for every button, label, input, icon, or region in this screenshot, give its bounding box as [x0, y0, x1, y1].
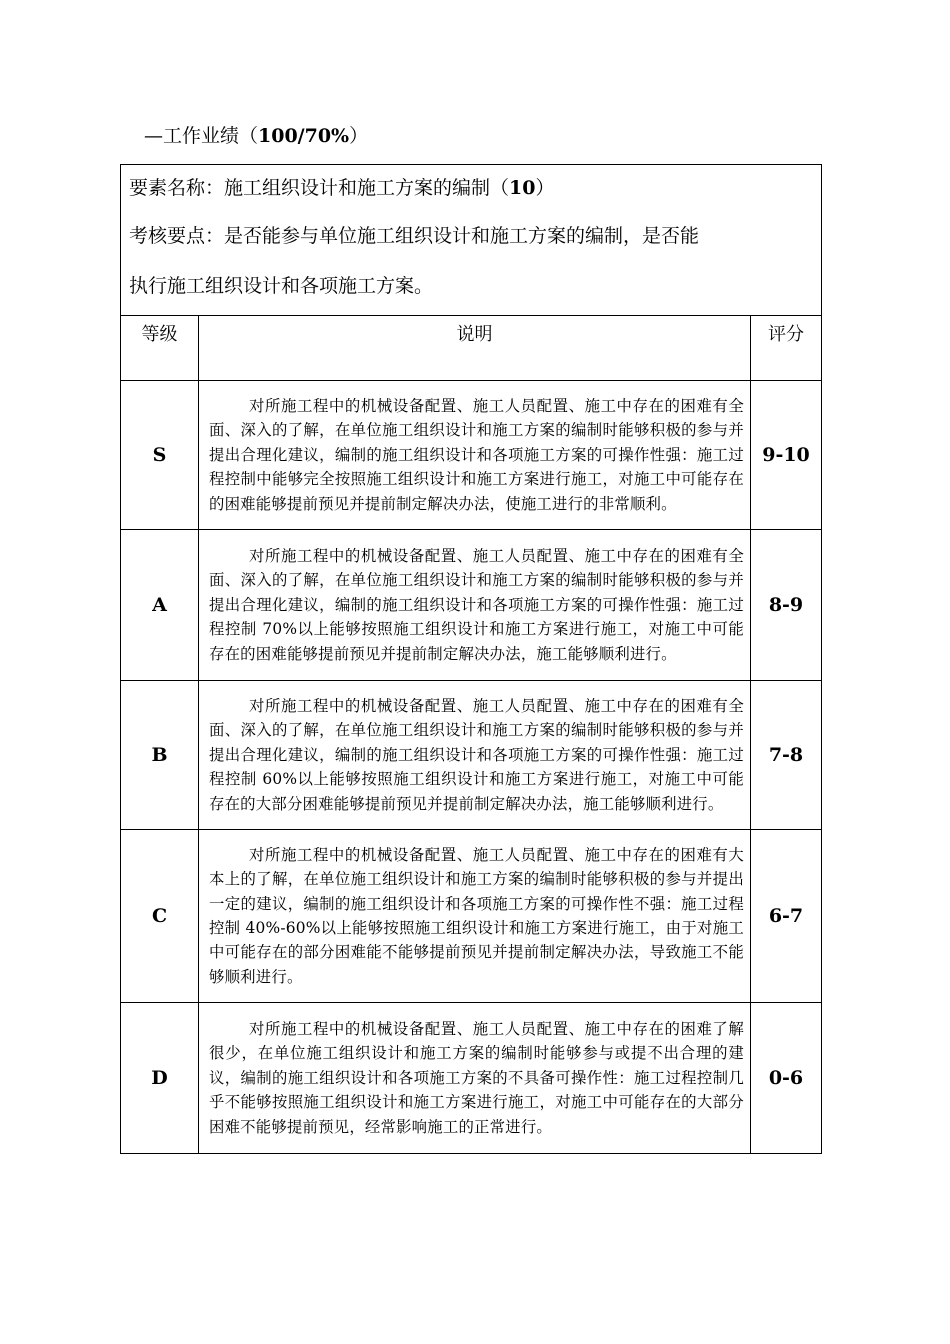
score-cell: 9-10: [751, 381, 822, 530]
score-cell: 7-8: [751, 681, 822, 830]
description-cell: 对所施工程中的机械设备配置、施工人员配置、施工中存在的困难有全面、深入的了解，在单位施工组织设计和施工方案的编制时能够积极的参与并提出合理化建议，编制的施工组织设计和各项施工方案的可操作性强：施工过程控制 70%以上能够按照施工组织设计和施工方案进行施工，对施工中可能存在的困难能够提前预见并提前制定解决办法，施工能够顺利进行。: [199, 530, 751, 681]
grade-cell: B: [121, 681, 199, 830]
heading-weight: 100/70%: [258, 125, 350, 147]
description-cell: 对所施工程中的机械设备配置、施工人员配置、施工中存在的困难有大本上的了解，在单位施工组织设计和施工方案的编制时能够积极的参与并提出一定的建议，编制的施工组织设计和各项施工方案的可操作性不强：施工过程控制 40%-60%以上能够按照施工组织设计和施工方案进行施工，由于对施工中可能存在的部分困难能不能够提前预见并提前制定解决办法，导致施工不能够顺利进行。: [199, 830, 751, 1003]
score-cell: 8-9: [751, 530, 822, 681]
table-row: [121, 830, 822, 1003]
table-row: [121, 681, 822, 830]
score-cell: 6-7: [751, 830, 822, 1003]
table-row: [121, 1003, 822, 1154]
description-cell: 对所施工程中的机械设备配置、施工人员配置、施工中存在的困难有全面、深入的了解，在单位施工组织设计和施工方案的编制时能够积极的参与并提出合理化建议，编制的施工组织设计和各项施工方案的可操作性强：施工过程控制中能够完全按照施工组织设计和施工方案进行施工，对施工中可能存在的困难能够提前预见并提前制定解决办法，使施工进行的非常顺利。: [199, 381, 751, 530]
header-description: 说明: [199, 316, 751, 381]
description-cell: 对所施工程中的机械设备配置、施工人员配置、施工中存在的困难有全面、深入的了解，在单位施工组织设计和施工方案的编制时能够积极的参与并提出合理化建议，编制的施工组织设计和各项施工方案的可操作性强：施工过程控制 60%以上能够按照施工组织设计和施工方案进行施工，对施工中可能存在的大部分困难能够提前预见并提前制定解决办法，施工能够顺利进行。: [199, 681, 751, 830]
element-name-suffix: ）: [535, 177, 555, 199]
table-row: [121, 381, 822, 530]
heading-prefix: —工作业绩（: [144, 125, 259, 147]
element-name: [129, 165, 813, 211]
table-row: [121, 530, 822, 681]
element-info-row: [121, 165, 822, 316]
score-cell: 0-6: [751, 1003, 822, 1154]
key-points-line-2: 执行施工组织设计和各项施工方案。: [129, 275, 434, 297]
section-heading: [144, 122, 368, 150]
element-points: 10: [509, 177, 536, 199]
grade-cell: D: [121, 1003, 199, 1154]
header-grade: 等级: [121, 316, 199, 381]
heading-suffix: ）: [349, 125, 369, 147]
evaluation-table: [120, 164, 822, 1154]
element-name-prefix: 要素名称：施工组织设计和施工方案的编制（: [129, 177, 510, 199]
grade-cell: C: [121, 830, 199, 1003]
description-cell: 对所施工程中的机械设备配置、施工人员配置、施工中存在的困难了解很少，在单位施工组织设计和施工方案的编制时能够参与或提不出合理的建议，编制的施工组织设计和各项施工方案的不具备可操作性：施工过程控制几乎不能够按照施工组织设计和施工方案进行施工，对施工中可能存在的大部分困难不能够提前预见，经常影响施工的正常进行。: [199, 1003, 751, 1154]
element-info-cell: [121, 165, 822, 316]
header-score: 评分: [751, 316, 822, 381]
grade-cell: S: [121, 381, 199, 530]
key-points-line-1: 考核要点：是否能参与单位施工组织设计和施工方案的编制，是否能: [129, 225, 700, 247]
table-header-row: [121, 316, 822, 381]
grade-cell: A: [121, 530, 199, 681]
